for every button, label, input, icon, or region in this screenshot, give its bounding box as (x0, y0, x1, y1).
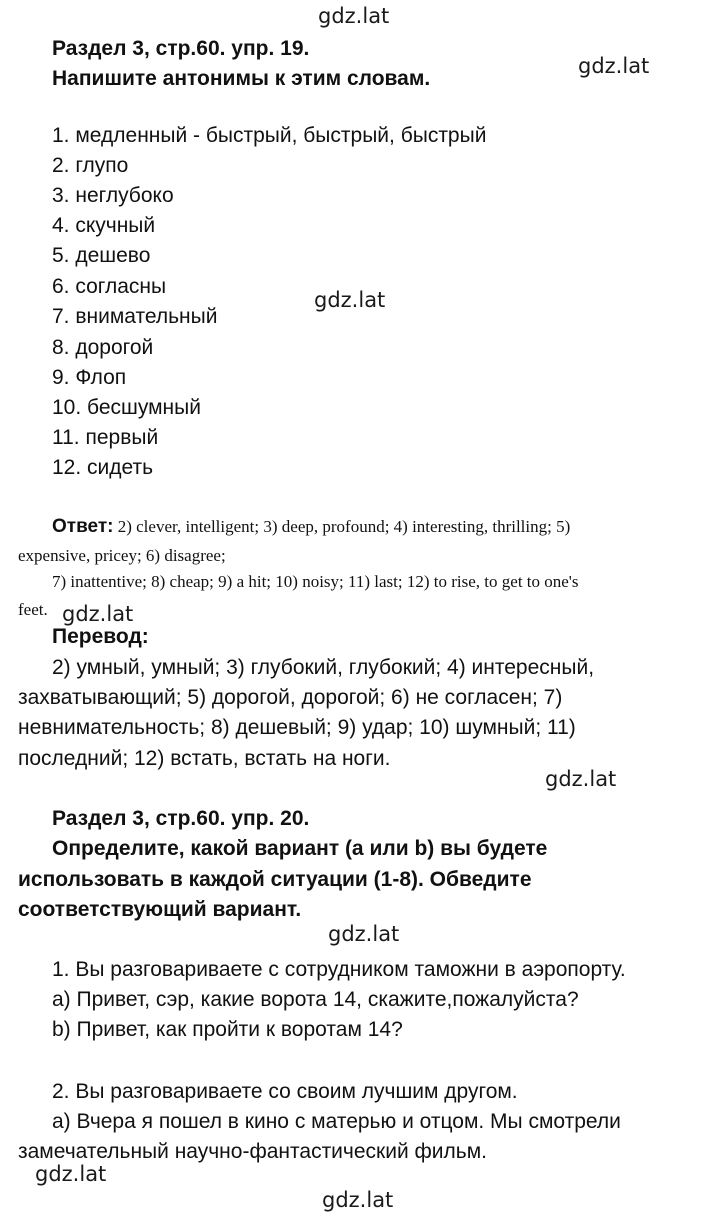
list-item: 8. дорогой (52, 336, 154, 359)
option-a: a) Привет, сэр, какие ворота 14, скажите,пожалуйста? (52, 988, 579, 1011)
watermark: gdz.lat (35, 1162, 107, 1186)
list-item: 4. скучный (52, 214, 156, 237)
list-item: 9. Флоп (52, 366, 127, 389)
list-item: 6. согласны (52, 275, 167, 298)
answer-line: expensive, pricey; 6) disagree; (18, 546, 226, 565)
option-b: b) Привет, как пройти к воротам 14? (52, 1018, 403, 1041)
list-item: 7. внимательный (52, 305, 218, 328)
translation-line: невнимательность; 8) дешевый; 9) удар; 10) шумный; 11) (18, 716, 576, 739)
list-item: 11. первый (52, 426, 159, 449)
translation-label: Перевод: (52, 625, 149, 648)
section-instruction: соответствующий вариант. (18, 898, 302, 921)
section-instruction: Напишите антонимы к этим словам. (52, 67, 431, 90)
answer-label: Ответ: (52, 516, 114, 537)
translation-line: последний; 12) встать, встать на ноги. (18, 747, 391, 770)
option-a-continued: замечательный научно-фантастический фильм. (18, 1140, 487, 1163)
watermark: gdz.lat (314, 288, 386, 312)
watermark: gdz.lat (545, 767, 617, 791)
list-item: 5. дешево (52, 244, 151, 267)
watermark: gdz.lat (318, 4, 390, 28)
list-item: 10. бесшумный (52, 396, 201, 419)
question-text: 2. Вы разговариваете со своим лучшим другом. (52, 1080, 518, 1103)
translation-line: 2) умный, умный; 3) глубокий, глубокий; 4) интересный, (52, 656, 595, 679)
list-item: 1. медленный - быстрый, быстрый, быстрый (52, 124, 487, 147)
answer-line: 7) inattentive; 8) cheap; 9) a hit; 10) noisy; 11) last; 12) to rise, to get to one's (52, 572, 579, 591)
translation-line: захватывающий; 5) дорогой, дорогой; 6) не согласен; 7) (18, 686, 563, 709)
answer-line: feet. (18, 600, 48, 619)
watermark: gdz.lat (62, 602, 134, 626)
section-instruction: использовать в каждой ситуации (1-8). Обведите (18, 868, 532, 891)
section-title: Раздел 3, стр.60. упр. 19. (52, 37, 310, 60)
list-item: 3. неглубоко (52, 184, 174, 207)
question-text: 1. Вы разговариваете с сотрудником таможни в аэропорту. (52, 958, 626, 981)
option-a: a) Вчера я пошел в кино с матерью и отцом. Мы смотрели (52, 1110, 621, 1133)
watermark: gdz.lat (328, 922, 400, 946)
section-title: Раздел 3, стр.60. упр. 20. (52, 807, 310, 830)
section-instruction: Определите, какой вариант (a или b) вы будете (52, 837, 548, 860)
watermark: gdz.lat (322, 1188, 394, 1212)
list-item: 2. глупо (52, 154, 129, 177)
answer-line: Ответ: 2) clever, intelligent; 3) deep, profound; 4) interesting, thrilling; 5) (52, 516, 571, 537)
list-item: 12. сидеть (52, 456, 154, 479)
watermark: gdz.lat (578, 54, 650, 78)
